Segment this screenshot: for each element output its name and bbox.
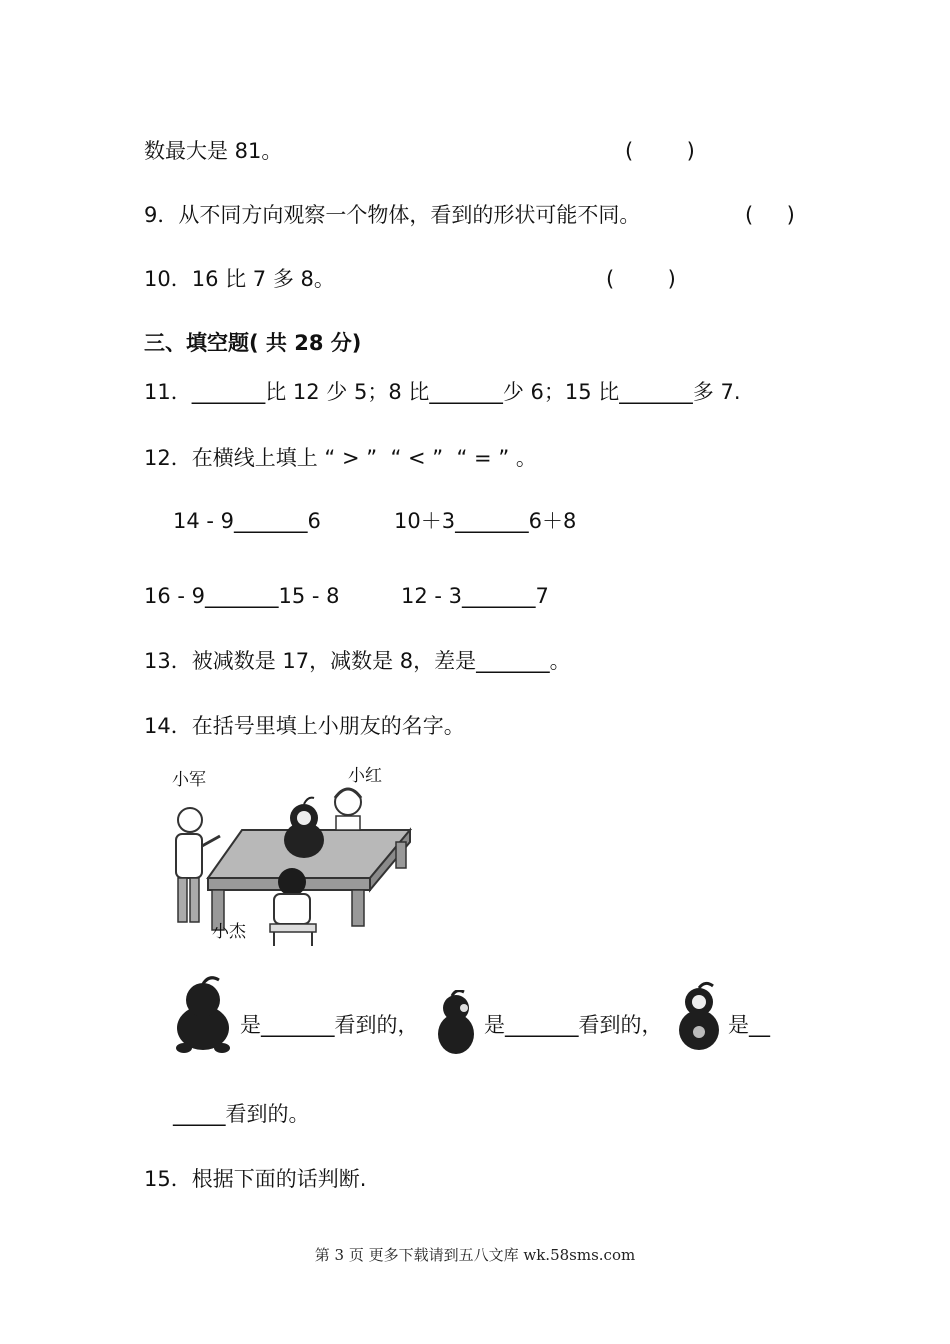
toy-front-view-icon xyxy=(676,980,722,1058)
label-xiaojun: 小军 xyxy=(172,770,206,790)
q12-item-a: 14 - 9_______6 xyxy=(173,509,321,533)
page-footer: 第 3 页 更多下载请到五八文库 wk.58sms.com xyxy=(314,1246,636,1264)
q14-blank-1[interactable]: 是_______看到的， xyxy=(240,1013,419,1037)
q8-answer-paren[interactable]: ( ) xyxy=(625,139,695,163)
question-10: 10．16 比 7 多 8。 xyxy=(144,267,335,291)
q12-item-b: 10＋3_______6＋8 xyxy=(394,509,577,533)
q9-answer-paren[interactable]: ( ) xyxy=(745,203,795,227)
section-3-heading: 三、填空题( 共 28 分) xyxy=(144,331,362,355)
question-9: 9．从不同方向观察一个物体，看到的形状可能不同。 xyxy=(144,203,641,227)
q12-item-d: 12 - 3_______7 xyxy=(401,584,549,608)
question-13: 13．被减数是 17，减数是 8，差是_______。 xyxy=(144,649,571,673)
observation-scene-illustration xyxy=(170,762,414,948)
question-11: 11．_______比 12 少 5；8 比_______少 6；15 比_______多 7. xyxy=(144,380,741,404)
q10-answer-paren[interactable]: ( ) xyxy=(606,267,676,291)
question-14: 14．在括号里填上小朋友的名字。 xyxy=(144,714,465,738)
toy-back-view-icon xyxy=(172,974,234,1058)
q14-blank-2[interactable]: 是_______看到的， xyxy=(484,1013,663,1037)
q14-blank-3-end[interactable]: _____看到的。 xyxy=(173,1102,310,1126)
question-15: 15．根据下面的话判断. xyxy=(144,1167,367,1191)
toy-side-view-icon xyxy=(434,990,478,1060)
label-xiaojie: 小杰 xyxy=(212,922,246,942)
q14-blank-3-start[interactable]: 是__ xyxy=(728,1013,770,1037)
label-xiaohong: 小红 xyxy=(348,766,382,786)
q12-item-c: 16 - 9_______15 - 8 xyxy=(144,584,340,608)
q8-continuation: 数最大是 81。 xyxy=(144,139,283,163)
question-12: 12．在横线上填上 “ > ” “ < ” “ = ” 。 xyxy=(144,446,537,470)
